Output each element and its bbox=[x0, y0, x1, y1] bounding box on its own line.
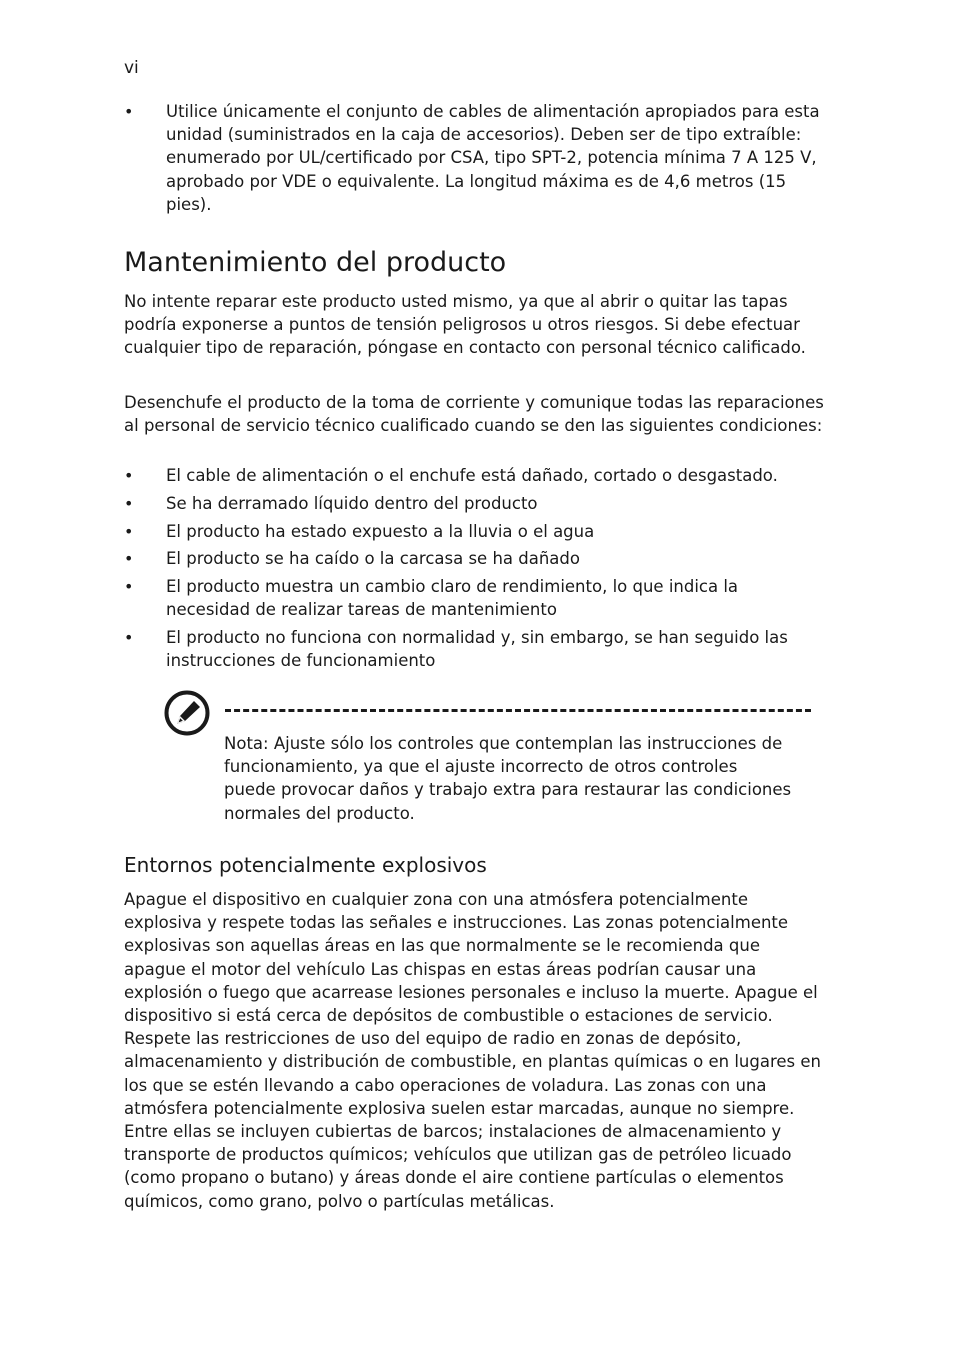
note-body: Ajuste sólo los controles que contemplan las instrucciones de funcionamiento, ya que el ajuste incorrecto de otros controles puede provocar daños y trabajo extra para restaurar las condiciones normales del producto. bbox=[224, 734, 792, 823]
subsection-title: Entornos potencialmente explosivos bbox=[124, 853, 487, 877]
note-pencil-icon bbox=[163, 689, 211, 737]
note-text bbox=[224, 732, 794, 825]
list-item: • El cable de alimentación o el enchufe está dañado, cortado o desgastado. bbox=[124, 464, 824, 487]
list-item: • El producto se ha caído o la carcasa se ha dañado bbox=[124, 547, 824, 570]
power-cord-bullet-list bbox=[124, 100, 824, 216]
list-item: • Utilice únicamente el conjunto de cables de alimentación apropiados para esta unidad (suministrados en la caja de accesorios). Deben ser de tipo extraíble: enumerado por UL/certificado por CSA, tipo SPT-2, potencia mínima 7 A 125 V, aprobado por VDE o equivalente. La longitud máxima es de 4,6 metros (15 pies). bbox=[124, 100, 824, 216]
maintenance-paragraph-2: Desenchufe el producto de la toma de corriente y comunique todas las reparaciones al personal de servicio técnico cualificado cuando se den las siguientes condiciones: bbox=[124, 393, 824, 436]
list-item: • El producto no funciona con normalidad y, sin embargo, se han seguido las instrucciones de funcionamiento bbox=[124, 626, 824, 672]
list-item: • Se ha derramado líquido dentro del producto bbox=[124, 492, 824, 515]
list-item: • El producto muestra un cambio claro de rendimiento, lo que indica la necesidad de realizar tareas de mantenimiento bbox=[124, 575, 824, 621]
note-divider bbox=[225, 709, 811, 712]
list-item: • El producto ha estado expuesto a la lluvia o el agua bbox=[124, 520, 824, 543]
explosive-environments-paragraph: Apague el dispositivo en cualquier zona con una atmósfera potencialmente explosiva y respete todas las señales e instrucciones. Las zonas potencialmente explosivas son aquellas áreas en las que normalmente se le recomienda que apague el motor del vehículo Las chispas en estas áreas podrían causar una explosión o fuego que acarrease lesiones personales e incluso la muerte. Apague el dispositivo si está cerca de depósitos de combustible o estaciones de servicio. Respete las restricciones de uso del equipo de radio en zonas de depósito, almacenamiento y distribución de combustible, en plantas químicas o en lugares en los que se estén llevando a cabo operaciones de voladura. Las zonas con una atmósfera potencialmente explosiva suelen estar marcadas, aunque no siempre. Entre ellas se incluyen cubiertas de barcos; instalaciones de almacenamiento y transporte de productos químicos; vehículos que utilizan gas de petróleo licuado (como propano o butano) y áreas donde el aire contiene partículas o elementos químicos, como grano, polvo o partículas metálicas. bbox=[124, 890, 821, 1211]
page-number: vi bbox=[124, 58, 139, 78]
maintenance-paragraph-1: No intente reparar este producto usted mismo, ya que al abrir o quitar las tapas podría exponerse a puntos de tensión peligrosos u otros riesgos. Si debe efectuar cualquier tipo de reparación, póngase en contacto con personal técnico calificado. bbox=[124, 292, 806, 358]
section-title: Mantenimiento del producto bbox=[124, 247, 507, 278]
conditions-list bbox=[124, 464, 824, 677]
note-label: Nota: bbox=[224, 734, 269, 753]
